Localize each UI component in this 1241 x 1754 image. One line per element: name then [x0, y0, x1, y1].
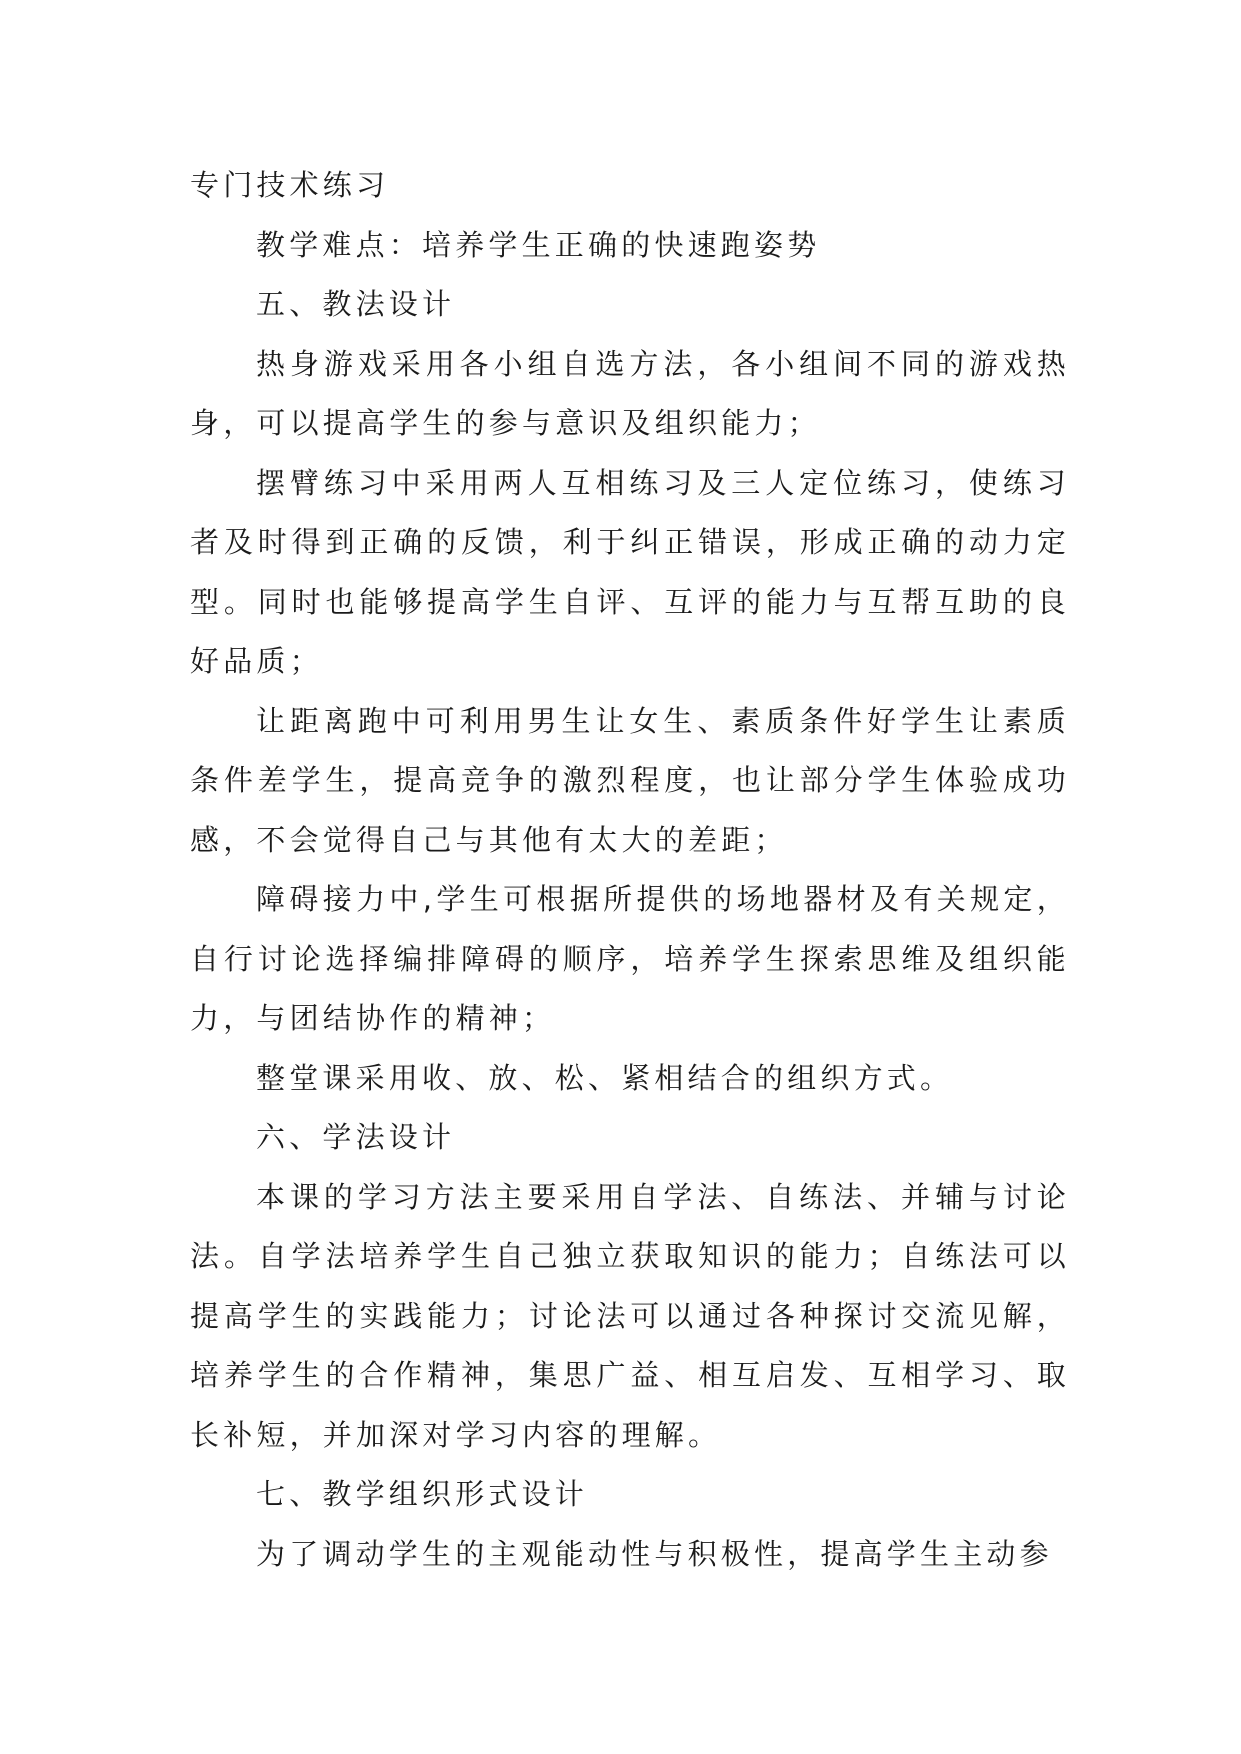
- paragraph-warmup-game: 热身游戏采用各小组自选方法，各小组间不同的游戏热身，可以提高学生的参与意识及组织能力；: [190, 346, 1070, 440]
- document-body: [190, 156, 1070, 1584]
- paragraph-organization-design: 为了调动学生的主观能动性与积极性，提高学生主动参: [256, 1536, 1053, 1571]
- paragraph-arm-swing: 摆臂练习中采用两人互相练习及三人定位练习，使练习者及时得到正确的反馈，利于纠正错误，形成正确的动力定型。同时也能够提高学生自评、互评的能力与互帮互助的良好品质；: [190, 465, 1070, 678]
- section-heading-teaching-method: 五、教法设计: [256, 287, 456, 321]
- section-heading-organization-design: 七、教学组织形式设计: [256, 1477, 589, 1511]
- paragraph-learning-method: 本课的学习方法主要采用自学法、自练法、并辅与讨论法。自学法培养学生自己独立获取知识的能力；自练法可以提高学生的实践能力；讨论法可以通过各种探讨交流见解，培养学生的合作精神，集思广益、相互启发、互相学习、取长补短，并加深对学习内容的理解。: [190, 1179, 1070, 1452]
- section-heading-learning-method: 六、学法设计: [256, 1120, 456, 1154]
- paragraph-teaching-difficulty: 教学难点：培养学生正确的快速跑姿势: [256, 227, 821, 262]
- paragraph-continuation: 专门技术练习: [190, 168, 390, 202]
- paragraph-obstacle-relay: 障碍接力中,学生可根据所提供的场地器材及有关规定，自行讨论选择编排障碍的顺序，培养学生探索思维及组织能力，与团结协作的精神；: [190, 882, 1070, 1035]
- paragraph-organization: 整堂课采用收、放、松、紧相结合的组织方式。: [256, 1060, 954, 1095]
- paragraph-handicap-run: 让距离跑中可利用男生让女生、素质条件好学生让素质条件差学生，提高竞争的激烈程度，也让部分学生体验成功感，不会觉得自己与其他有太大的差距；: [190, 703, 1070, 857]
